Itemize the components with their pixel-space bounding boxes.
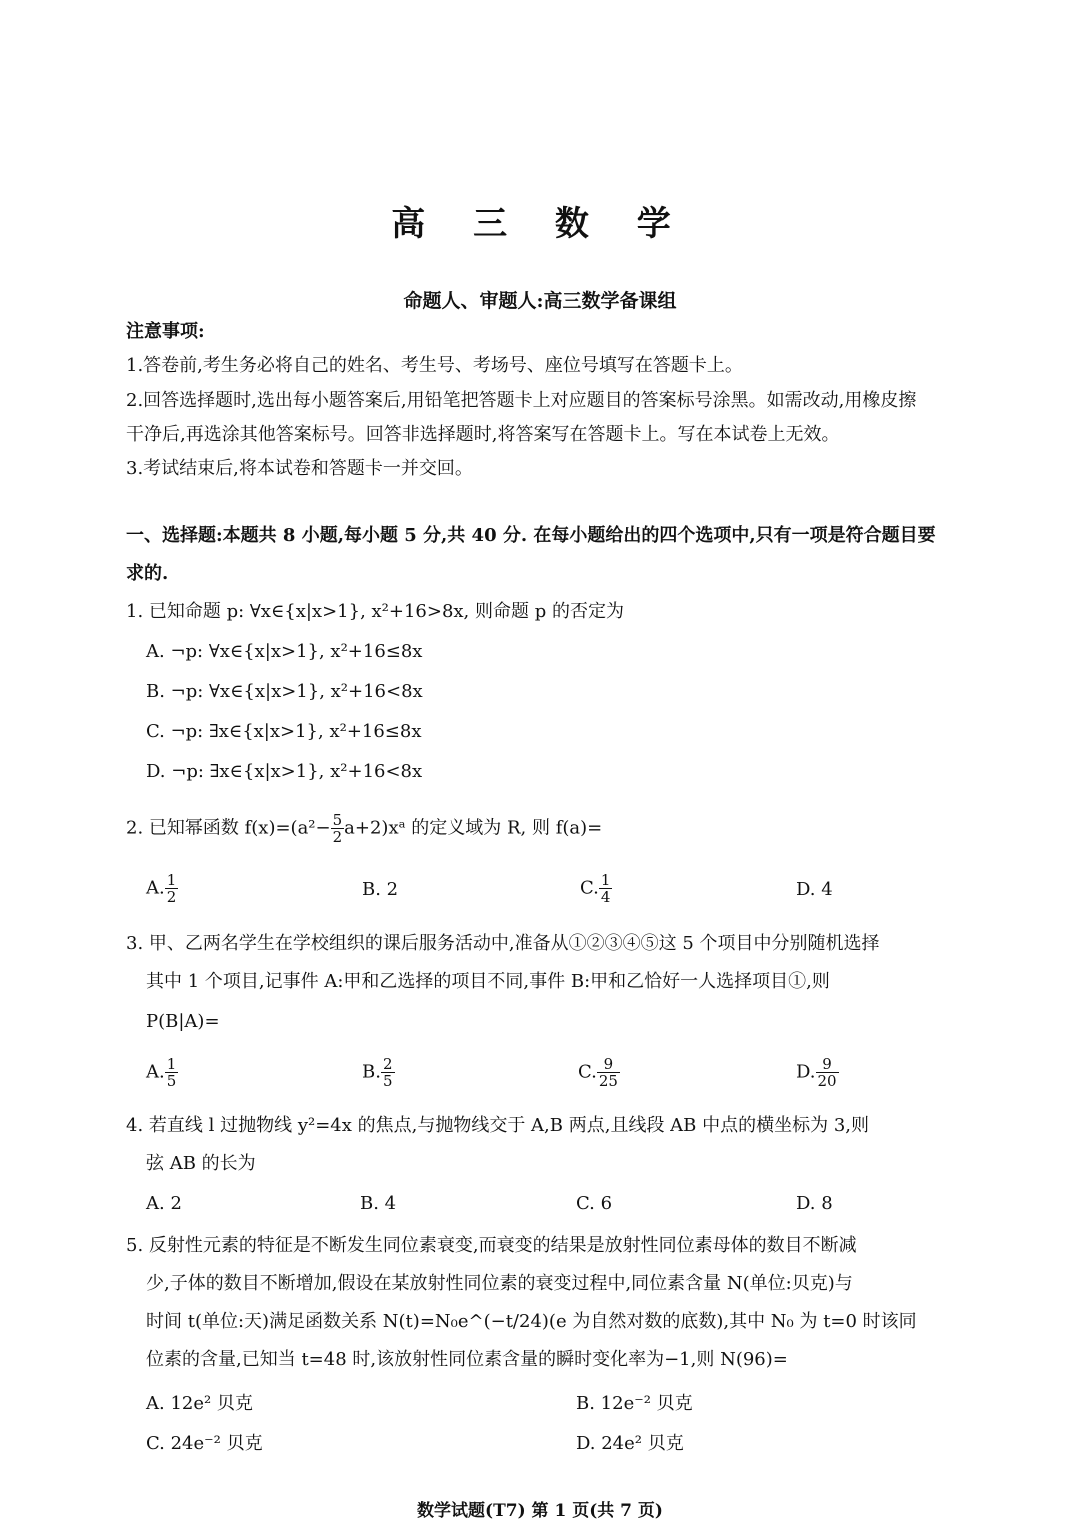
option-fraction bbox=[381, 1056, 395, 1089]
question-1-option-a: A. ¬p: ∀x∈{x|x>1}, x²+16≤8x bbox=[146, 641, 423, 662]
fraction-denominator: 5 bbox=[382, 1072, 393, 1090]
fraction-denominator: 4 bbox=[600, 888, 611, 906]
fraction-numerator: 9 bbox=[816, 1056, 839, 1073]
fraction-numerator: 1 bbox=[600, 871, 611, 889]
question-4-option-a: A. 2 bbox=[146, 1193, 182, 1214]
option-fraction bbox=[165, 872, 179, 905]
fraction-numerator: 5 bbox=[332, 811, 343, 829]
question-5-option-c: C. 24e⁻² 贝克 bbox=[146, 1433, 263, 1454]
option-label: B. bbox=[362, 1061, 381, 1083]
question-2-option-a bbox=[146, 872, 178, 905]
question-5-option-b: B. 12e⁻² 贝克 bbox=[576, 1393, 693, 1414]
option-fraction bbox=[816, 1056, 839, 1089]
fraction-denominator: 25 bbox=[598, 1072, 618, 1090]
fraction-denominator: 5 bbox=[166, 1072, 177, 1090]
question-3-option-a bbox=[146, 1056, 178, 1089]
question-2-option-c bbox=[580, 872, 612, 905]
option-label: C. bbox=[578, 1061, 597, 1083]
notice-item: 1.答卷前,考生务必将自己的姓名、考生号、考场号、座位号填写在答题卡上。 bbox=[126, 355, 743, 376]
question-3-stem: 3. 甲、乙两名学生在学校组织的课后服务活动中,准备从①②③④⑤这 5 个项目中分别随机选择 bbox=[126, 933, 880, 954]
question-1-option-c: C. ¬p: ∃x∈{x|x>1}, x²+16≤8x bbox=[146, 721, 422, 742]
question-3-stem-cont: 其中 1 个项目,记事件 A:甲和乙选择的项目不同,事件 B:甲和乙恰好一人选择项目①,则 bbox=[146, 971, 830, 992]
question-4-option-d: D. 8 bbox=[796, 1193, 833, 1214]
question-2-stem-post: a+2)xᵃ 的定义域为 R, 则 f(a)= bbox=[344, 817, 603, 839]
option-label: A. bbox=[146, 1061, 165, 1083]
question-2-fraction bbox=[331, 812, 345, 845]
section-heading: 一、选择题:本题共 8 小题,每小题 5 分,共 40 分. 在每小题给出的四个选项中,只有一项是符合题目要 bbox=[126, 525, 936, 546]
notice-item: 2.回答选择题时,选出每小题答案后,用铅笔把答题卡上对应题目的答案标号涂黑。如需改动,用橡皮擦 bbox=[126, 390, 917, 411]
question-5-stem-cont: 时间 t(单位:天)满足函数关系 N(t)=N₀e^(−t/24)(e 为自然对数的底数),其中 N₀ 为 t=0 时该同 bbox=[146, 1311, 917, 1332]
notice-item: 3.考试结束后,将本试卷和答题卡一并交回。 bbox=[126, 458, 473, 479]
question-2-stem bbox=[126, 812, 602, 845]
notice-heading: 注意事项: bbox=[126, 321, 205, 342]
page-subtitle: 命题人、审题人:高三数学备课组 bbox=[403, 290, 677, 312]
option-label: A. bbox=[146, 877, 165, 899]
question-2-option-d: D. 4 bbox=[796, 879, 833, 900]
question-5-option-a: A. 12e² 贝克 bbox=[146, 1393, 253, 1414]
page-title: 高 三 数 学 bbox=[391, 204, 689, 244]
question-5-option-d: D. 24e² 贝克 bbox=[576, 1433, 684, 1454]
question-1-stem: 1. 已知命题 p: ∀x∈{x|x>1}, x²+16>8x, 则命题 p 的否定为 bbox=[126, 601, 624, 622]
question-1-option-d: D. ¬p: ∃x∈{x|x>1}, x²+16<8x bbox=[146, 761, 423, 782]
question-5-stem: 5. 反射性元素的特征是不断发生同位素衰变,而衰变的结果是放射性同位素母体的数目不断减 bbox=[126, 1235, 857, 1256]
question-2-stem-pre: 2. 已知幂函数 f(x)=(a²− bbox=[126, 817, 331, 839]
fraction-numerator: 1 bbox=[166, 871, 177, 889]
option-fraction bbox=[597, 1056, 620, 1089]
question-3-option-c bbox=[578, 1056, 620, 1089]
question-1-option-b: B. ¬p: ∀x∈{x|x>1}, x²+16<8x bbox=[146, 681, 423, 702]
option-fraction bbox=[599, 872, 613, 905]
fraction-denominator: 2 bbox=[166, 888, 177, 906]
option-label: C. bbox=[580, 877, 599, 899]
question-4-option-b: B. 4 bbox=[360, 1193, 397, 1214]
question-3-option-d bbox=[796, 1056, 839, 1089]
question-5-stem-cont: 少,子体的数目不断增加,假设在某放射性同位素的衰变过程中,同位素含量 N(单位:贝克)与 bbox=[146, 1273, 853, 1294]
fraction-denominator: 20 bbox=[817, 1072, 837, 1090]
option-fraction bbox=[165, 1056, 179, 1089]
notice-item: 干净后,再选涂其他答案标号。回答非选择题时,将答案写在答题卡上。写在本试卷上无效。 bbox=[126, 424, 840, 445]
fraction-numerator: 9 bbox=[597, 1056, 620, 1073]
page-footer: 数学试题(T7) 第 1 页(共 7 页) bbox=[417, 1501, 663, 1521]
question-3-option-b bbox=[362, 1056, 395, 1089]
fraction-numerator: 2 bbox=[382, 1055, 393, 1073]
question-4-option-c: C. 6 bbox=[576, 1193, 613, 1214]
fraction-numerator: 1 bbox=[166, 1055, 177, 1073]
option-label: D. bbox=[796, 1061, 816, 1083]
question-4-stem-cont: 弦 AB 的长为 bbox=[146, 1153, 256, 1174]
section-heading-cont: 求的. bbox=[126, 563, 169, 584]
question-4-stem: 4. 若直线 l 过抛物线 y²=4x 的焦点,与抛物线交于 A,B 两点,且线段 AB 中点的横坐标为 3,则 bbox=[126, 1115, 870, 1136]
question-5-stem-cont: 位素的含量,已知当 t=48 时,该放射性同位素含量的瞬时变化率为−1,则 N(96)= bbox=[146, 1349, 788, 1370]
question-2-option-b: B. 2 bbox=[362, 879, 399, 900]
fraction-denominator: 2 bbox=[332, 828, 343, 846]
question-3-stem-cont: P(B|A)= bbox=[146, 1011, 220, 1032]
